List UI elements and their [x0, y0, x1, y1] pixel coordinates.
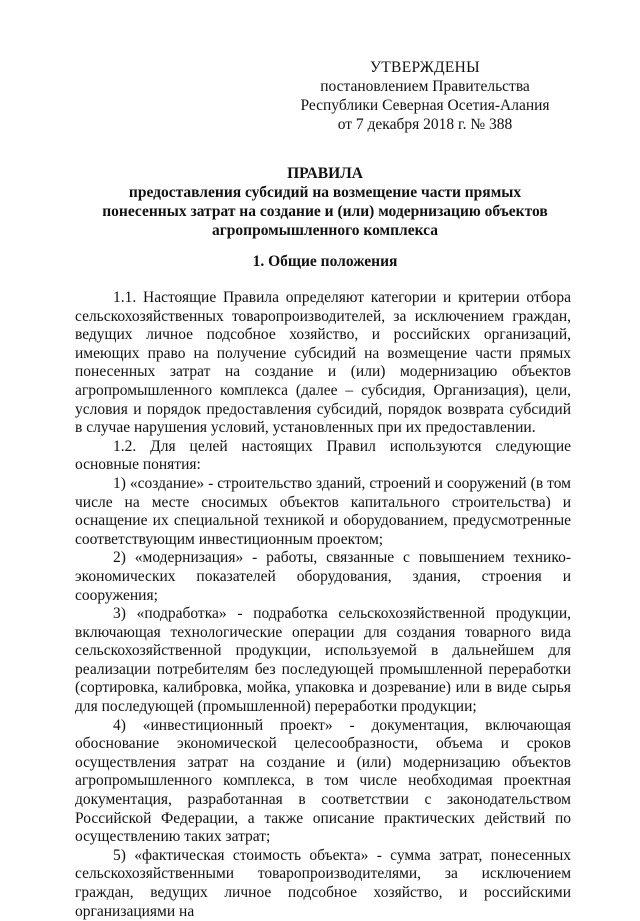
document-body — [75, 289, 571, 921]
definition-creation: 1) «создание» - строительство зданий, строений и сооружений (в том числе на месте сносимых объектов капитального строительства) и оснащение их специальной техникой и оборудованием, предусмотренные соответствующим инвестиционным проектом; — [75, 474, 571, 548]
section-heading: 1. Общие положения — [252, 253, 398, 270]
approval-line-1: постановлением Правительства — [320, 78, 530, 95]
paragraph-1-1: 1.1. Настоящие Правила определяют категории и критерии отбора сельскохозяйственных товаропроизводителей, за исключением граждан, ведущих личное подсобное хозяйство, и российских организаций, имеющих право на получение субсидий на возмещение части прямых понесенных затрат на создание и (или) модернизацию объектов агропромышленного комплекса (далее – субсидия, Организация), цели, условия и порядок предоставления субсидий, порядок возврата субсидий в случае нарушения условий, установленных при их предоставлении. — [75, 289, 571, 437]
definition-actual-cost: 5) «фактическая стоимость объекта» - сумма затрат, понесенных сельскохозяйственными товаропроизводителями, за исключением граждан, ведущих личное подсобное хозяйство, и российскими организациями на — [75, 846, 571, 920]
paragraph-1-2: 1.2. Для целей настоящих Правил используются следующие основные понятия: — [75, 437, 571, 474]
document-title-block — [85, 164, 565, 240]
approval-heading: УТВЕРЖДЕНЫ — [370, 59, 480, 76]
definition-modernization: 2) «модернизация» - работы, связанные с повышением технико-экономических показателей оборудования, здания, строения и сооружения; — [75, 549, 571, 604]
document-title: ПРАВИЛА — [287, 165, 363, 182]
approval-line-3: от 7 декабря 2018 г. № 388 — [337, 116, 513, 133]
definition-processing: 3) «подработка» - подработка сельскохозяйственной продукции, включающая технологические операции для создания товарного вида сельскохозяйственной продукции, используемой в дальнейшем для реализации потребителям без последующей промышленной переработки (сортировка, калибровка, мойка, упаковка и дозревание) или в виде сырья для последующей (промышленной) переработки продукции; — [75, 605, 571, 716]
definition-investment-project: 4) «инвестиционный проект» - документация, включающая обоснование экономической целесообразности, объема и сроков осуществления затрат на создание и (или) модернизацию объектов агропромышленного комплекса, в том числе необходимая проектная документация, разработанная в соответствии с законодательством Российской Федерации, а также описание практических действий по осуществлению таких затрат; — [75, 716, 571, 846]
approval-line-2: Республики Северная Осетия-Алания — [300, 97, 550, 114]
document-subtitle: предоставления субсидий на возмещение части прямых понесенных затрат на создание и (или) модернизацию объектов агропромышленного комплекса — [102, 184, 548, 239]
approval-block — [300, 58, 550, 134]
